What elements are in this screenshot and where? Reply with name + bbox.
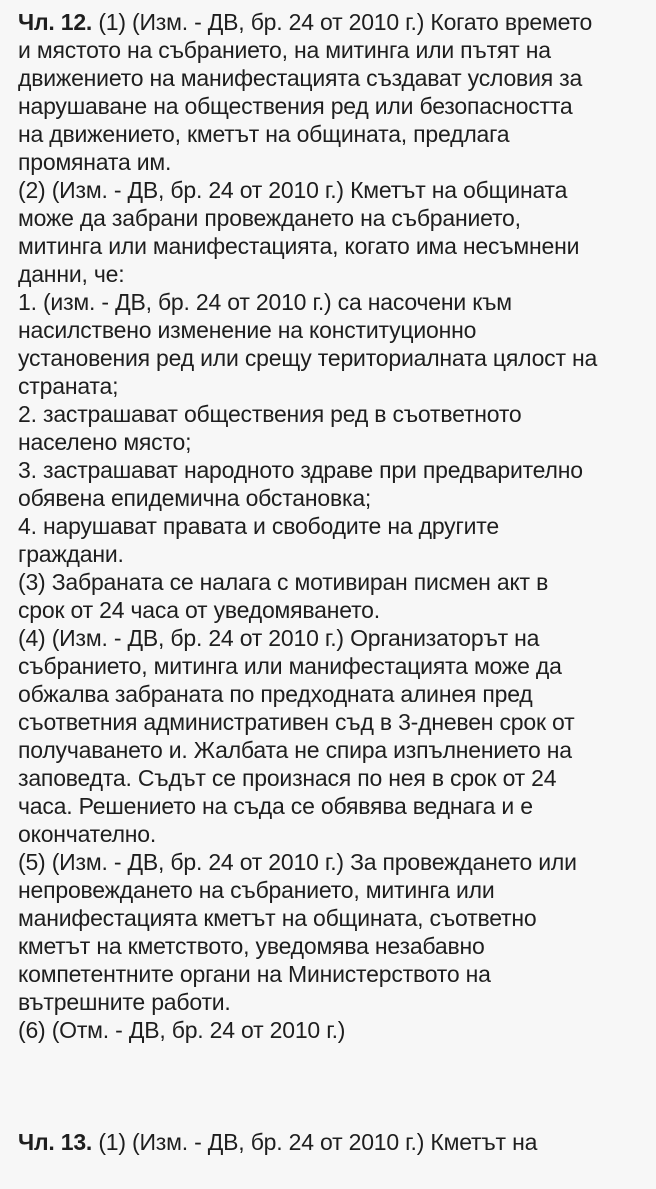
text-line: заповедта. Съдът се произнася по нея в срок от 24: [18, 765, 557, 791]
article-heading: Чл. 12.: [18, 9, 93, 35]
law-document: [18, 8, 648, 1156]
text-line: и мястото на събранието, на митинга или пътят на: [18, 37, 551, 63]
text-line: срок от 24 часа от уведомяването.: [18, 597, 380, 623]
text-line: часа. Решението на съда се обявява веднага и е: [18, 793, 533, 819]
text-line: на движението, кметът на общината, предлага: [18, 121, 510, 147]
text-line: установения ред или срещу териториалната цялост на: [18, 345, 598, 371]
text-line: манифестацията кметът на общината, съответно: [18, 905, 537, 931]
text-line: (4) (Изм. - ДВ, бр. 24 от 2010 г.) Организаторът на: [18, 625, 540, 651]
text-line: (2) (Изм. - ДВ, бр. 24 от 2010 г.) Кметът на общината: [18, 177, 568, 203]
article-13: [18, 1128, 648, 1156]
text-line: получаването и. Жалбата не спира изпълнението на: [18, 737, 572, 763]
text-line: 4. нарушават правата и свободите на другите: [18, 513, 499, 539]
text-line: данни, че:: [18, 261, 125, 287]
text-line: [18, 8, 648, 36]
text-line: обявена епидемична обстановка;: [18, 485, 372, 511]
text-line: промяната им.: [18, 149, 172, 175]
text-line: (6) (Отм. - ДВ, бр. 24 от 2010 г.): [18, 1017, 346, 1043]
article-text: (1) (Изм. - ДВ, бр. 24 от 2010 г.) Когато времето: [92, 9, 593, 35]
text-line: 3. застрашават народното здраве при предварително: [18, 457, 583, 483]
text-line: компетентните органи на Министерството на: [18, 961, 491, 987]
text-line: митинга или манифестацията, когато има несъмнени: [18, 233, 580, 259]
text-line: движението на манифестацията създават условия за: [18, 65, 583, 91]
text-line: вътрешните работи.: [18, 989, 231, 1015]
text-line: 2. застрашават обществения ред в съответното: [18, 401, 522, 427]
text-line: насилствено изменение на конституционно: [18, 317, 477, 343]
text-line: непровеждането на събранието, митинга или: [18, 877, 495, 903]
text-line: населено място;: [18, 429, 192, 455]
text-line: 1. (изм. - ДВ, бр. 24 от 2010 г.) са насочени към: [18, 289, 512, 315]
text-line: граждани.: [18, 541, 124, 567]
text-line: нарушаване на обществения ред или безопасността: [18, 93, 573, 119]
text-line: съответния административен съд в 3-дневен срок от: [18, 709, 575, 735]
article-text: (1) (Изм. - ДВ, бр. 24 от 2010 г.) Кметът на: [92, 1129, 538, 1155]
text-line: кметът на кметството, уведомява незабавно: [18, 933, 485, 959]
text-line: събранието, митинга или манифестацията може да: [18, 653, 562, 679]
text-line: окончателно.: [18, 821, 157, 847]
text-line: (5) (Изм. - ДВ, бр. 24 от 2010 г.) За провеждането или: [18, 849, 577, 875]
text-line: страната;: [18, 373, 119, 399]
text-line: може да забрани провеждането на събранието,: [18, 205, 521, 231]
text-line: обжалва забраната по предходната алинея пред: [18, 681, 533, 707]
article-12: [18, 8, 648, 1044]
section-spacer: [18, 1044, 648, 1128]
text-line: (3) Забраната се налага с мотивиран писмен акт в: [18, 569, 549, 595]
article-heading: Чл. 13.: [18, 1129, 93, 1155]
text-line: [18, 1128, 648, 1156]
